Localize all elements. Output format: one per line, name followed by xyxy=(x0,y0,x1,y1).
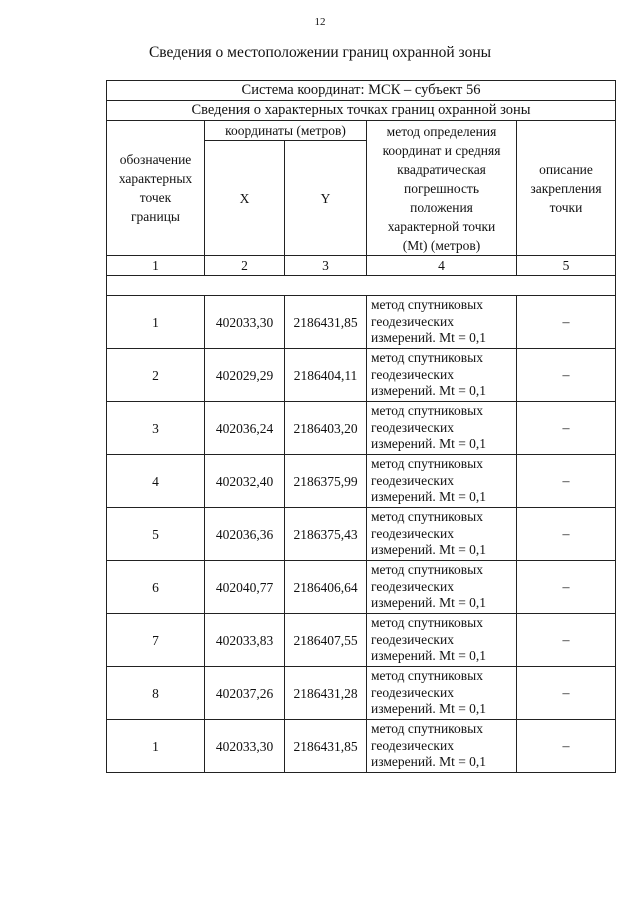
table-row xyxy=(107,561,616,614)
method-line: метод спутниковых xyxy=(371,297,483,313)
method-line: измерений. Mt = 0,1 xyxy=(371,436,487,452)
header-description-line: закрепления xyxy=(530,180,602,196)
header-method xyxy=(367,121,517,256)
point-designation-cell: 7 xyxy=(107,614,205,667)
x-coordinate-cell: 402033,83 xyxy=(205,614,285,667)
method-line: геодезических xyxy=(371,737,454,753)
method-line: метод спутниковых xyxy=(371,562,483,578)
method-line: метод спутниковых xyxy=(371,615,483,631)
header-method-line: метод определения xyxy=(386,123,497,139)
x-coordinate-cell: 402036,36 xyxy=(205,508,285,561)
blank-cell xyxy=(107,276,616,296)
point-designation-cell: 1 xyxy=(107,296,205,349)
description-cell: – xyxy=(517,402,616,455)
table-row xyxy=(107,614,616,667)
method-cell xyxy=(367,296,517,349)
point-designation-cell: 6 xyxy=(107,561,205,614)
y-coordinate-cell: 2186431,85 xyxy=(285,720,367,773)
y-coordinate-cell: 2186407,55 xyxy=(285,614,367,667)
boundary-points-table xyxy=(106,80,616,773)
table-row xyxy=(107,455,616,508)
point-designation-cell: 4 xyxy=(107,455,205,508)
method-cell xyxy=(367,720,517,773)
method-cell xyxy=(367,667,517,720)
x-coordinate-cell: 402033,30 xyxy=(205,296,285,349)
method-cell xyxy=(367,455,517,508)
y-coordinate-cell: 2186404,11 xyxy=(285,349,367,402)
method-cell xyxy=(367,561,517,614)
method-cell xyxy=(367,402,517,455)
header-method-line: координат и средняя xyxy=(382,142,501,158)
header-method-line: (Mt) (метров) xyxy=(402,237,481,253)
header-designation-line: характерных xyxy=(118,171,193,186)
header-method-line: погрешность xyxy=(403,180,479,196)
table-row xyxy=(107,508,616,561)
point-designation-cell: 3 xyxy=(107,402,205,455)
y-coordinate-cell: 2186375,43 xyxy=(285,508,367,561)
description-cell: – xyxy=(517,296,616,349)
blank-row xyxy=(107,276,616,296)
header-method-line: положения xyxy=(410,199,473,215)
column-number: 2 xyxy=(205,256,285,276)
method-line: геодезических xyxy=(371,366,454,382)
x-coordinate-cell: 402040,77 xyxy=(205,561,285,614)
method-cell xyxy=(367,508,517,561)
header-method-line: квадратическая xyxy=(397,161,486,177)
header-method-line: характерной точки xyxy=(387,218,496,234)
header-description-line: описание xyxy=(539,161,593,177)
coordinate-system-row: Система координат: МСК – субъект 56 xyxy=(107,81,616,101)
description-cell: – xyxy=(517,614,616,667)
table-row xyxy=(107,667,616,720)
method-line: геодезических xyxy=(371,472,454,488)
x-coordinate-cell: 402036,24 xyxy=(205,402,285,455)
document-title: Сведения о местоположении границ охранной зоны xyxy=(148,44,492,61)
y-coordinate-cell: 2186406,64 xyxy=(285,561,367,614)
x-coordinate-cell: 402029,29 xyxy=(205,349,285,402)
x-coordinate-cell: 402033,30 xyxy=(205,720,285,773)
description-cell: – xyxy=(517,349,616,402)
x-coordinate-cell: 402032,40 xyxy=(205,455,285,508)
header-designation-line: обозначение xyxy=(119,152,192,167)
method-line: метод спутниковых xyxy=(371,721,483,737)
header-designation-line: точек xyxy=(139,190,172,205)
method-line: измерений. Mt = 0,1 xyxy=(371,648,487,664)
method-line: измерений. Mt = 0,1 xyxy=(371,489,487,505)
description-cell: – xyxy=(517,720,616,773)
y-coordinate-cell: 2186403,20 xyxy=(285,402,367,455)
section-title-row: Сведения о характерных точках границ охранной зоны xyxy=(107,101,616,121)
method-line: измерений. Mt = 0,1 xyxy=(371,754,487,770)
method-line: измерений. Mt = 0,1 xyxy=(371,701,487,717)
method-line: метод спутниковых xyxy=(371,668,483,684)
method-line: метод спутниковых xyxy=(371,456,483,472)
method-line: измерений. Mt = 0,1 xyxy=(371,542,487,558)
point-designation-cell: 2 xyxy=(107,349,205,402)
column-number: 4 xyxy=(367,256,517,276)
y-coordinate-cell: 2186375,99 xyxy=(285,455,367,508)
table-row xyxy=(107,296,616,349)
table-row xyxy=(107,720,616,773)
column-number: 1 xyxy=(107,256,205,276)
point-designation-cell: 1 xyxy=(107,720,205,773)
column-number: 3 xyxy=(285,256,367,276)
description-cell: – xyxy=(517,561,616,614)
method-line: измерений. Mt = 0,1 xyxy=(371,595,487,611)
method-line: геодезических xyxy=(371,419,454,435)
header-designation xyxy=(107,121,205,256)
method-line: геодезических xyxy=(371,525,454,541)
header-y: Y xyxy=(285,141,367,256)
method-line: геодезических xyxy=(371,313,454,329)
description-cell: – xyxy=(517,667,616,720)
method-line: измерений. Mt = 0,1 xyxy=(371,330,487,346)
method-line: метод спутниковых xyxy=(371,350,483,366)
y-coordinate-cell: 2186431,85 xyxy=(285,296,367,349)
x-coordinate-cell: 402037,26 xyxy=(205,667,285,720)
point-designation-cell: 8 xyxy=(107,667,205,720)
method-line: геодезических xyxy=(371,578,454,594)
y-coordinate-cell: 2186431,28 xyxy=(285,667,367,720)
method-line: геодезических xyxy=(371,684,454,700)
header-coordinates: координаты (метров) xyxy=(205,121,367,141)
header-x: X xyxy=(205,141,285,256)
table-row xyxy=(107,402,616,455)
method-cell xyxy=(367,349,517,402)
method-line: геодезических xyxy=(371,631,454,647)
method-cell xyxy=(367,614,517,667)
description-cell: – xyxy=(517,508,616,561)
table-body xyxy=(107,296,616,773)
method-line: метод спутниковых xyxy=(371,403,483,419)
header-description xyxy=(517,121,616,256)
description-cell: – xyxy=(517,455,616,508)
column-number: 5 xyxy=(517,256,616,276)
method-line: метод спутниковых xyxy=(371,509,483,525)
point-designation-cell: 5 xyxy=(107,508,205,561)
method-line: измерений. Mt = 0,1 xyxy=(371,383,487,399)
table-row xyxy=(107,349,616,402)
table-header xyxy=(107,81,616,296)
page-number: 12 xyxy=(314,16,326,28)
header-description-line: точки xyxy=(549,199,583,215)
header-designation-line: границы xyxy=(130,209,181,224)
column-number-row xyxy=(107,256,616,276)
